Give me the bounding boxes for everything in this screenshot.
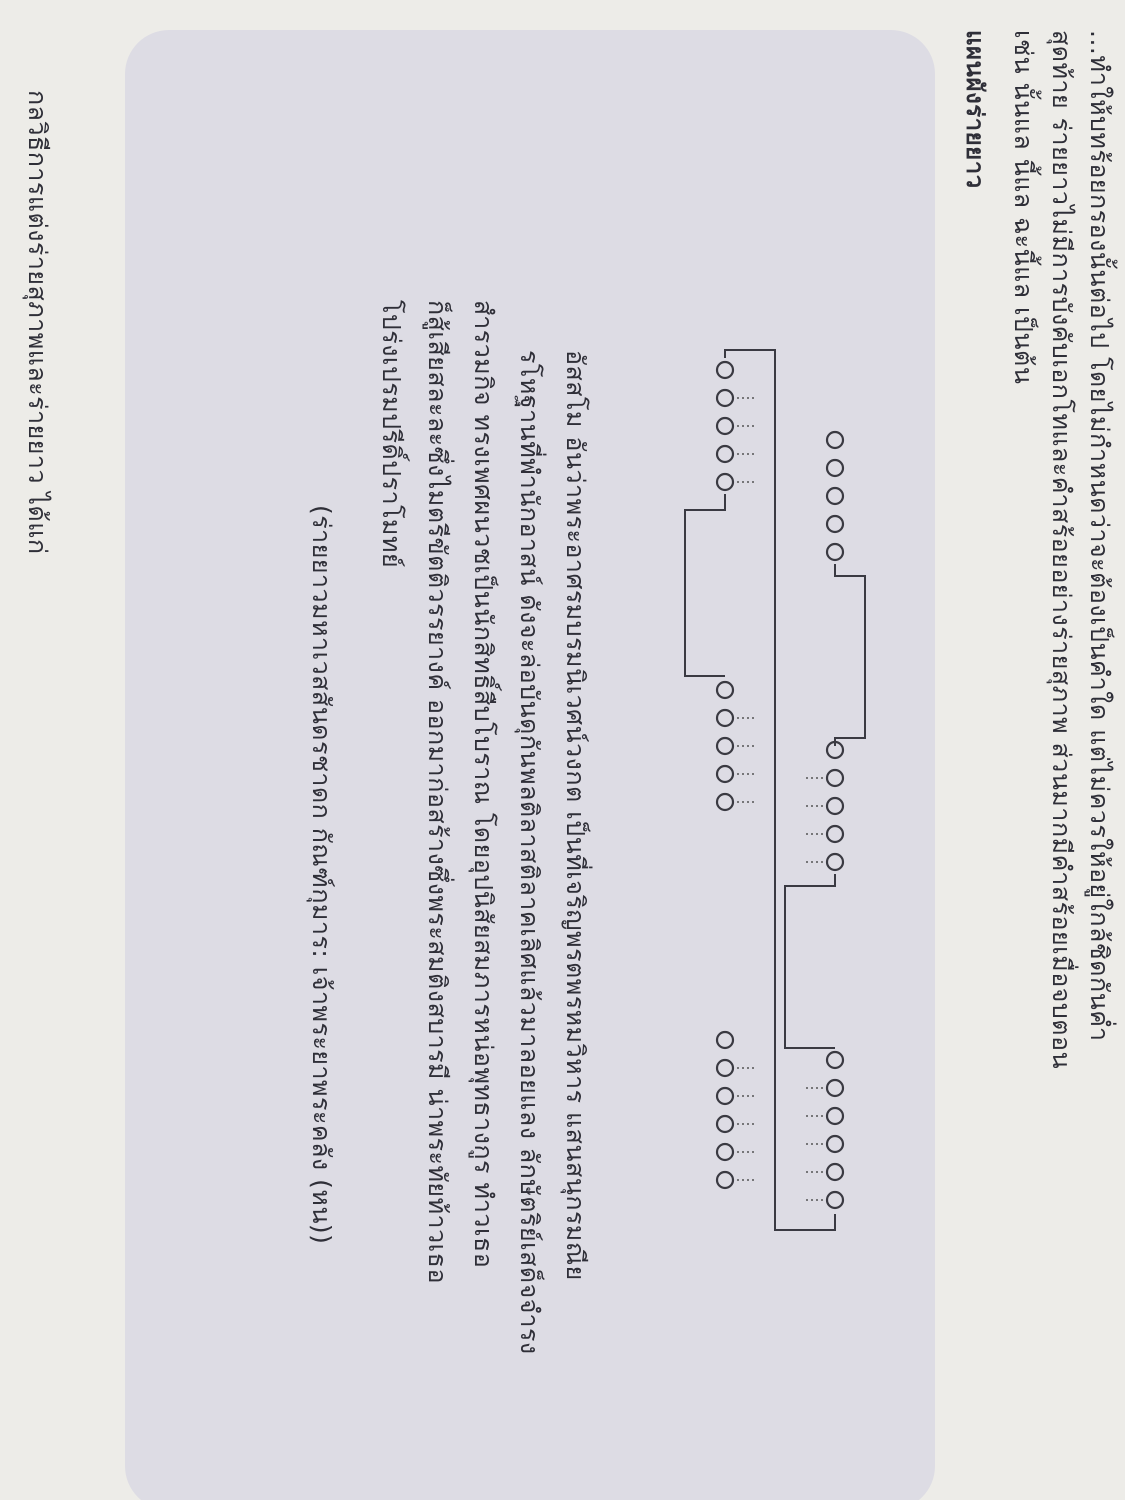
syllable-circle [827, 460, 843, 476]
rhyme-link-bracket [685, 494, 725, 676]
syllable-circle [717, 418, 733, 434]
example-line-1: อัสสโม อันว่าพระอาศรมบรมนิเวศน์วงกต เป็นที่เจริญพรตพรหมวิหาร แสนสนุกรมณีย [561, 350, 590, 1281]
syllable-circle [717, 766, 733, 782]
syllable-circle [827, 1192, 843, 1208]
intro-line-3: เช่น นั้นแล นี้แล ฉะนี้แล เป็นต้น [1009, 30, 1038, 385]
example-line-3: สำรวมกิจ ทรงเพศผนวชเป็นนักสิทธิ์สืบโบราณ โดยอุปนิสัยสมภารหน่อพุทธางกูร ทำวเธอ [469, 300, 498, 1269]
syllable-circle [827, 1080, 843, 1096]
intro-line-2: สุดท้าย ร่ายยาวไม่มีการบังคับเอกโทและคำสร้อยอย่างร่ายสุภาพ ส่วนมากมีคำสร้อยเมื่อจบตอน [1047, 30, 1076, 1070]
syllable-circle [717, 794, 733, 810]
syllable-circle [717, 682, 733, 698]
example-source: (ร่ายยาวมหาเวสสันดรชาดก กัณฑ์กุมาร: เจ้าพระยาพระคลัง (หน)) [307, 505, 336, 1245]
syllable-circle [827, 798, 843, 814]
example-line-5: โปร่งเปรมปรีดิ์ปราโมทย์ [377, 300, 406, 569]
syllable-circle [827, 1136, 843, 1152]
syllable-circle [717, 710, 733, 726]
example-line-4: ก็สู้เสียสละละซึ่งไมตรีขัตติวรรยางค์ ออกมาก่อสร้างซึ่งพระสมติงสบารมี น่าพระทัยท้าวเธอ [423, 300, 452, 1284]
meter-diagram [615, 30, 935, 1500]
syllable-circle [827, 1052, 843, 1068]
rhyme-link-bracket [725, 350, 835, 1230]
syllable-circle [717, 474, 733, 490]
example-line-2: รโหฐานที่พำนักอาสน์ ดังจะล่อบันดุกันพลติลาสติลาคเลิศแล้วมาลอยแลง ลักษัตริย์เสด็จจำรง [515, 350, 544, 1355]
syllable-circle [717, 1116, 733, 1132]
syllable-circle [827, 854, 843, 870]
syllable-circle [827, 770, 843, 786]
syllable-circle [717, 446, 733, 462]
syllable-circle [717, 390, 733, 406]
syllable-circle [827, 544, 843, 560]
syllable-circle [717, 1060, 733, 1076]
syllable-circle [717, 738, 733, 754]
syllable-circle [717, 1144, 733, 1160]
syllable-circle [827, 826, 843, 842]
syllable-circle [827, 1164, 843, 1180]
syllable-circle [717, 1032, 733, 1048]
example-box [125, 30, 935, 1500]
syllable-circle [827, 488, 843, 504]
syllable-circle [827, 432, 843, 448]
footer-line: กลวิธีการแต่งร่ายสุภาพและร่ายยาว ได้แก่ [23, 90, 52, 555]
intro-line-1: ...ทำให้บทร้อยกรองนั้นต่อไป โดยไม่กำหนดว่าจะต้องเป็นคำใด แต่ไม่ควรให้อยู่ใกล้ชิดกันค่ำ [1085, 30, 1114, 1042]
rhyme-link-bracket [785, 874, 835, 1048]
rhyme-link-bracket [835, 564, 865, 746]
section-heading: แผนผังร่ายยาว [961, 30, 989, 189]
syllable-circle [717, 362, 733, 378]
syllable-circle [827, 1108, 843, 1124]
syllable-circle [717, 1088, 733, 1104]
syllable-circle [717, 1172, 733, 1188]
syllable-circle [827, 516, 843, 532]
